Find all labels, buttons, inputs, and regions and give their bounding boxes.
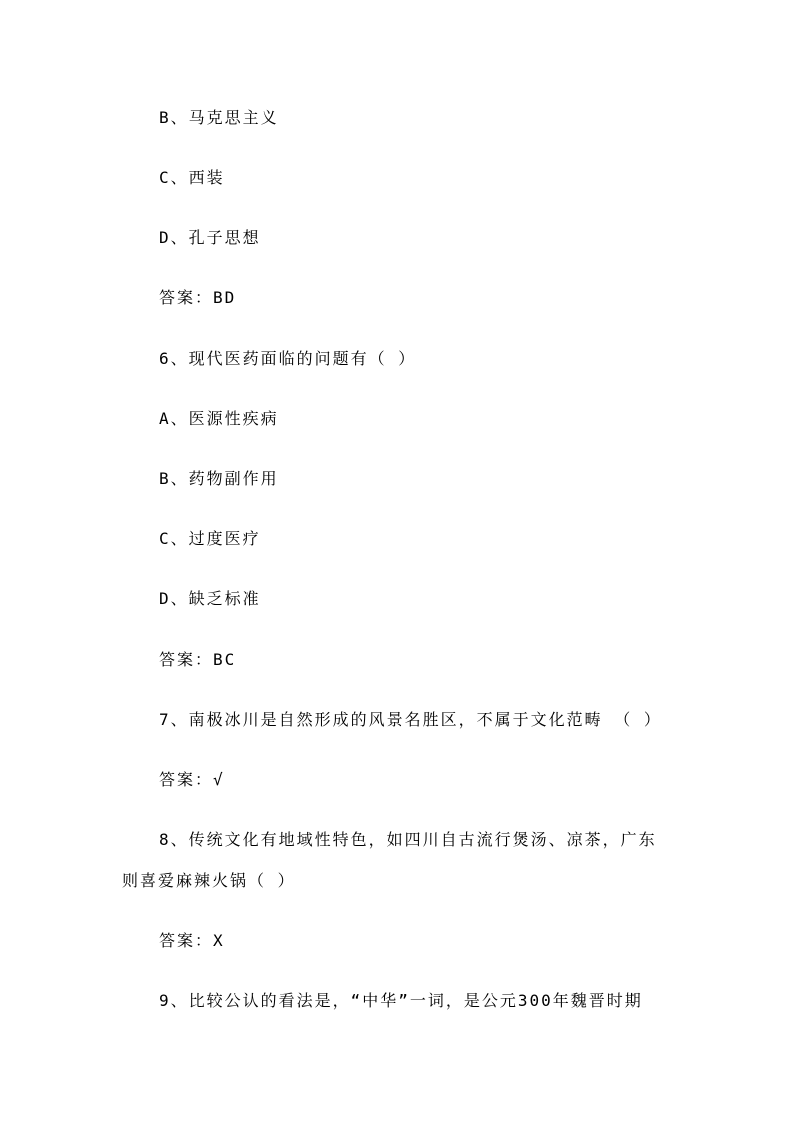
option-c-q5: C、西装 [159, 168, 225, 187]
question-7: 7、南极冰川是自然形成的风景名胜区，不属于文化范畴 （ ） [159, 710, 662, 729]
option-d-q6: D、缺乏标准 [159, 589, 261, 608]
answer-q5: 答案：BD [159, 288, 237, 307]
answer-q8: 答案：X [159, 931, 225, 950]
option-b-q5: B、马克思主义 [159, 108, 279, 127]
option-a-q6: A、医源性疾病 [159, 409, 279, 428]
option-d-q5: D、孔子思想 [159, 228, 261, 247]
question-9-line-1: 9、比较公认的看法是，“中华”一词，是公元300年魏晋时期 [159, 991, 643, 1010]
answer-q6: 答案：BC [159, 650, 237, 669]
question-8-line-1: 8、传统文化有地域性特色，如四川自古流行煲汤、凉茶，广东 [159, 830, 657, 849]
option-b-q6: B、药物副作用 [159, 469, 279, 488]
option-c-q6: C、过度医疗 [159, 529, 261, 548]
answer-q7: 答案：√ [159, 770, 225, 789]
question-6: 6、现代医药面临的问题有（ ） [159, 349, 417, 368]
question-8-line-2: 则喜爱麻辣火锅（ ） [122, 871, 296, 890]
